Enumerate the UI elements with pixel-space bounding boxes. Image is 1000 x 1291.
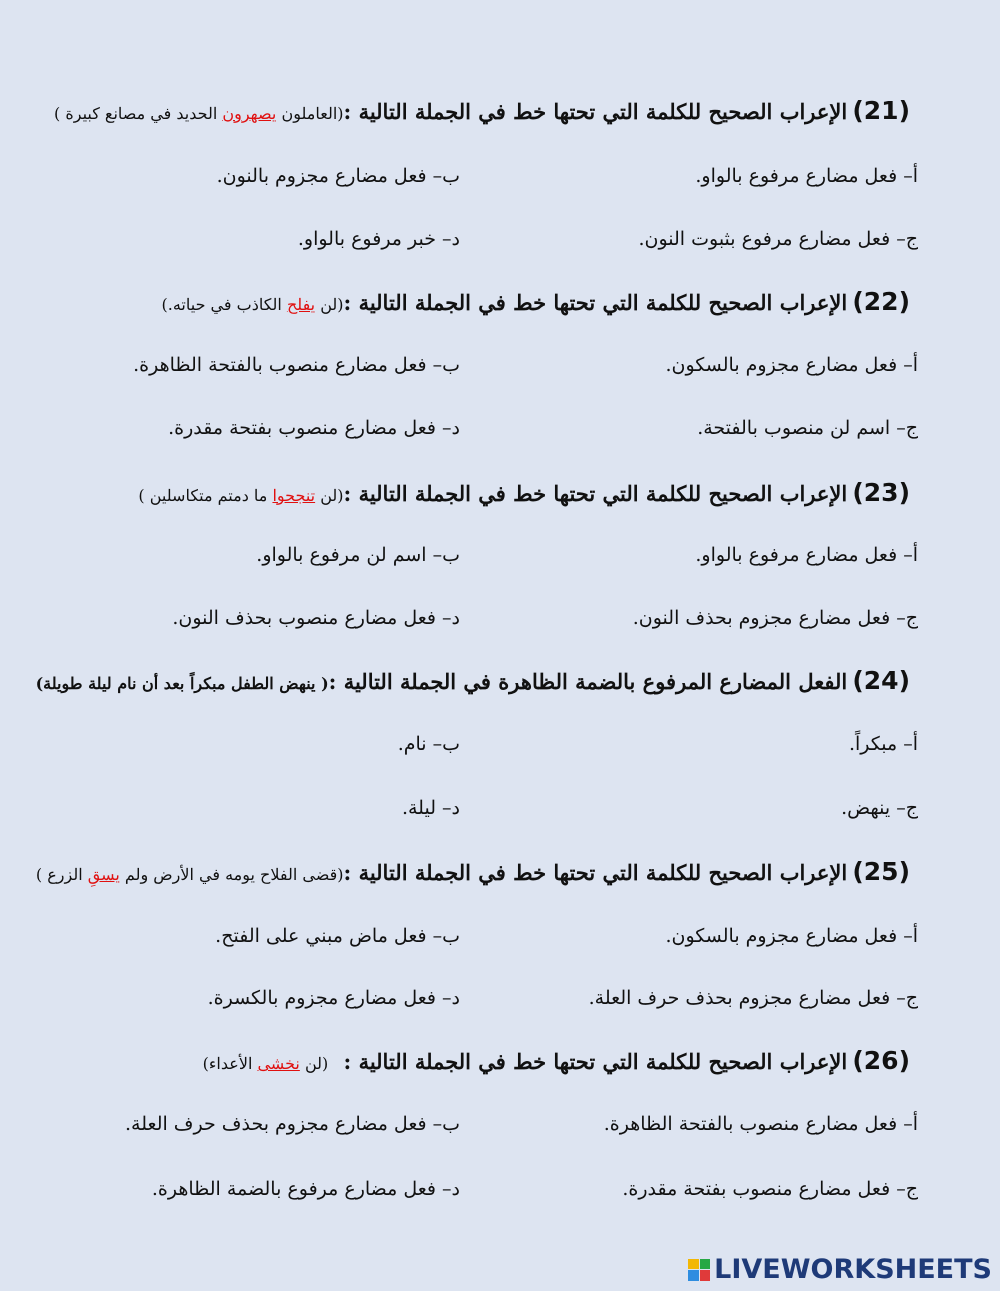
question-sentence-end: الزرع ) bbox=[35, 865, 88, 884]
option-a[interactable]: أ– فعل مضارع مجزوم بالسكون. bbox=[665, 925, 918, 947]
question-stem: الإعراب الصحيح للكلمة التي تحتها خط في الجملة التالية : bbox=[343, 290, 848, 315]
question-number: (21) bbox=[852, 96, 910, 125]
question-sentence-end: الحديد في مصانع كبيرة ) bbox=[54, 104, 223, 123]
option-d[interactable]: د– فعل مضارع مجزوم بالكسرة. bbox=[207, 987, 460, 1009]
option-c[interactable]: ج– ينهض. bbox=[841, 797, 918, 819]
option-b[interactable]: ب– فعل ماض مبني على الفتح. bbox=[215, 925, 460, 947]
option-b[interactable]: ب– فعل مضارع منصوب بالفتحة الظاهرة. bbox=[133, 354, 460, 376]
option-b[interactable]: ب– فعل مضارع مجزوم بحذف حرف العلة. bbox=[125, 1113, 460, 1135]
question-24 bbox=[35, 666, 910, 695]
question-number: (22) bbox=[852, 287, 910, 316]
question-stem: الإعراب الصحيح للكلمة التي تحتها خط في الجملة التالية : bbox=[343, 860, 848, 885]
question-23 bbox=[80, 478, 910, 507]
option-d[interactable]: د– فعل مضارع منصوب بحذف النون. bbox=[172, 607, 460, 629]
question-stem: الإعراب الصحيح للكلمة التي تحتها خط في الجملة التالية : bbox=[343, 481, 848, 506]
option-c[interactable]: ج– فعل مضارع منصوب بفتحة مقدرة. bbox=[622, 1178, 918, 1200]
option-d[interactable]: د– فعل مضارع منصوب بفتحة مقدرة. bbox=[168, 417, 460, 439]
question-26 bbox=[80, 1046, 910, 1075]
option-c[interactable]: ج– فعل مضارع مرفوع بثبوت النون. bbox=[638, 228, 918, 250]
underlined-word: يسقِ bbox=[87, 865, 120, 884]
question-sentence-start: (قضى الفلاح يومه في الأرض ولم bbox=[119, 865, 344, 884]
liveworksheets-logo bbox=[688, 1254, 992, 1285]
option-c[interactable]: ج– اسم لن منصوب بالفتحة. bbox=[697, 417, 918, 439]
underlined-word: يصهرون bbox=[222, 104, 277, 123]
option-a[interactable]: أ– فعل مضارع مرفوع بالواو. bbox=[695, 165, 918, 187]
question-sentence-start: (لن bbox=[315, 295, 344, 314]
option-d[interactable]: د– ليلة. bbox=[401, 797, 460, 819]
question-sentence-start: (لن bbox=[299, 1054, 344, 1073]
option-c[interactable]: ج– فعل مضارع مجزوم بحذف النون. bbox=[632, 607, 918, 629]
question-stem: الإعراب الصحيح للكلمة التي تحتها خط في الجملة التالية : bbox=[343, 99, 848, 124]
option-d[interactable]: د– فعل مضارع مرفوع بالضمة الظاهرة. bbox=[151, 1178, 460, 1200]
underlined-word: تنجحوا bbox=[272, 486, 316, 505]
question-22 bbox=[80, 287, 910, 316]
question-number: (24) bbox=[852, 666, 910, 695]
question-number: (23) bbox=[852, 478, 910, 507]
option-a[interactable]: أ– فعل مضارع مرفوع بالواو. bbox=[695, 544, 918, 566]
underlined-word: نخشى bbox=[257, 1054, 300, 1073]
option-a[interactable]: أ– فعل مضارع مجزوم بالسكون. bbox=[665, 354, 918, 376]
question-sentence-start: (العاملون bbox=[276, 104, 344, 123]
underlined-word: يفلح bbox=[286, 295, 316, 314]
option-a[interactable]: أ– فعل مضارع منصوب بالفتحة الظاهرة. bbox=[603, 1113, 918, 1135]
logo-text: LIVEWORKSHEETS bbox=[714, 1254, 992, 1285]
question-sentence: ( ينهض الطفل مبكراً بعد أن نام ليلة طويلة) bbox=[35, 674, 329, 693]
option-b[interactable]: ب– فعل مضارع مجزوم بالنون. bbox=[216, 165, 460, 187]
question-sentence-end: ما دمتم متكاسلين ) bbox=[138, 486, 273, 505]
question-stem: الإعراب الصحيح للكلمة التي تحتها خط في الجملة التالية : bbox=[343, 1049, 848, 1074]
question-21 bbox=[54, 96, 910, 125]
question-stem: الفعل المضارع المرفوع بالضمة الظاهرة في الجملة التالية : bbox=[328, 669, 848, 694]
question-sentence-end: الأعداء) bbox=[202, 1054, 258, 1073]
option-b[interactable]: ب– اسم لن مرفوع بالواو. bbox=[256, 544, 460, 566]
logo-icon bbox=[688, 1259, 710, 1281]
question-sentence-start: (لن bbox=[315, 486, 344, 505]
option-b[interactable]: ب– نام. bbox=[397, 733, 460, 755]
option-c[interactable]: ج– فعل مضارع مجزوم بحذف حرف العلة. bbox=[588, 987, 918, 1009]
question-number: (25) bbox=[852, 857, 910, 886]
question-number: (26) bbox=[852, 1046, 910, 1075]
option-d[interactable]: د– خبر مرفوع بالواو. bbox=[297, 228, 460, 250]
question-sentence-end: الكاذب في حياته.) bbox=[161, 295, 287, 314]
option-a[interactable]: أ– مبكراً. bbox=[848, 733, 918, 755]
question-25 bbox=[35, 857, 910, 886]
